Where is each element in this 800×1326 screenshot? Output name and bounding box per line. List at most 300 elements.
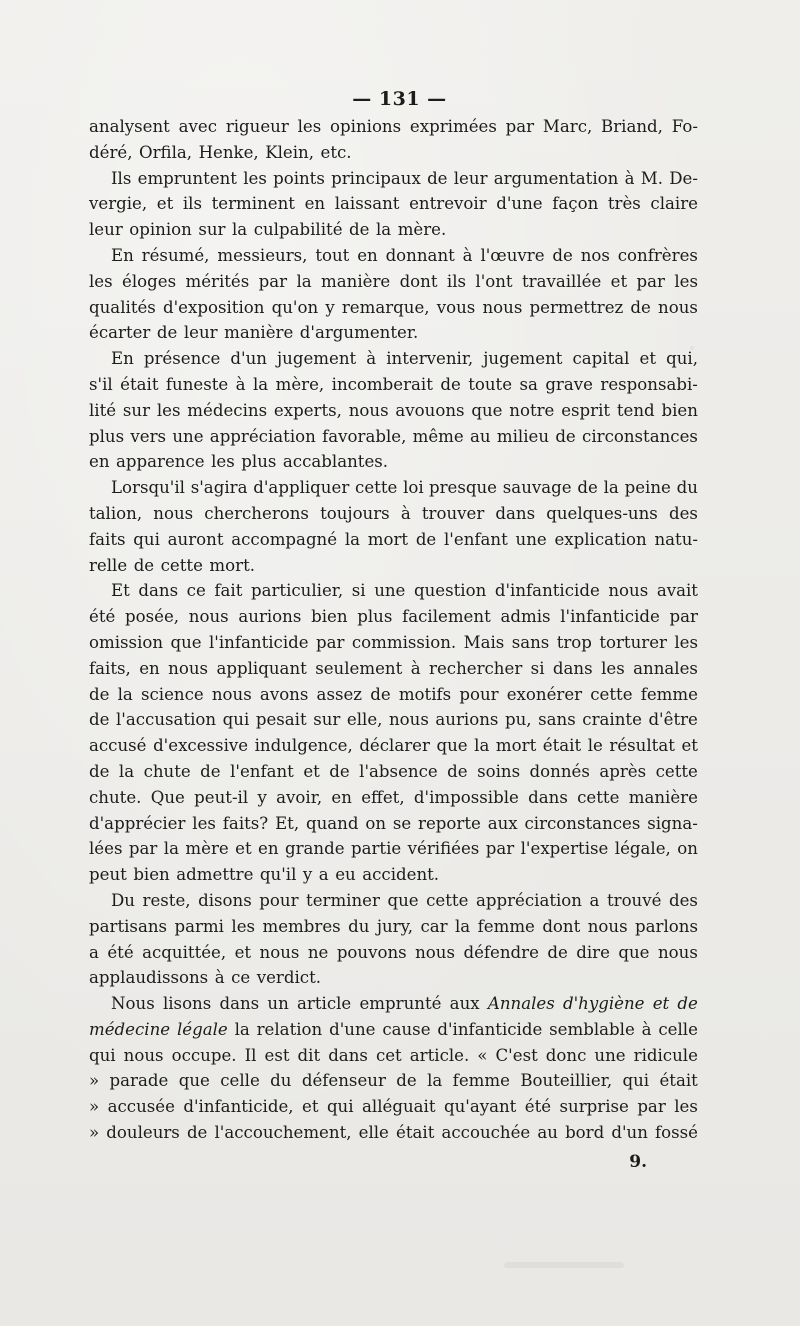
word: appliquant [216, 658, 307, 678]
word: de [552, 245, 573, 265]
word: peine [624, 478, 671, 498]
word: tout [315, 245, 350, 265]
word: tend [616, 400, 655, 420]
word: nous [168, 658, 209, 678]
word: bien [311, 607, 348, 627]
word: écarter [89, 323, 151, 343]
word: sauvage [502, 478, 572, 498]
word: à [366, 349, 377, 369]
text-line [89, 1120, 698, 1146]
word: nous [608, 581, 649, 601]
word: trop [556, 632, 592, 652]
word: verdict. [256, 968, 322, 988]
word: les [674, 1097, 698, 1117]
text-line [89, 914, 698, 940]
word: nous [657, 942, 698, 962]
word: éloges [122, 271, 177, 291]
word: par [485, 839, 515, 859]
word: défendre [463, 942, 539, 962]
word: la [474, 736, 490, 756]
word: à [410, 658, 421, 678]
word: et [639, 349, 657, 369]
word: lité [89, 400, 117, 420]
text-line [89, 346, 698, 372]
word: loi presque [403, 478, 497, 498]
word: de [427, 168, 448, 188]
word: du [676, 478, 698, 498]
word: les [211, 452, 235, 472]
word: la [118, 761, 135, 781]
word: une [172, 426, 204, 446]
word: De- [669, 168, 698, 188]
signature-mark: 9. [629, 1151, 647, 1172]
word: et [156, 194, 174, 214]
word: l'infanticide [560, 607, 660, 627]
text-line [89, 682, 698, 708]
word: par [258, 271, 288, 291]
word: était [396, 1123, 435, 1143]
word: nous [188, 607, 229, 627]
word: déclarer [359, 736, 430, 756]
paper-stain [504, 1262, 624, 1268]
word: dont [399, 271, 438, 291]
word: facilement [402, 607, 491, 627]
word: de [396, 1071, 417, 1091]
word: l'accouchement, [214, 1123, 352, 1143]
text-line [89, 166, 698, 192]
word: au [470, 426, 491, 446]
word: aux [449, 994, 480, 1014]
word: faits? [222, 813, 269, 833]
word: en [357, 245, 378, 265]
text-line [89, 604, 698, 630]
word: d'un [611, 1123, 648, 1143]
word: à [462, 245, 473, 265]
word: la [455, 916, 471, 936]
word: s'il [89, 374, 113, 394]
word: la [344, 529, 361, 549]
word: les [231, 916, 256, 936]
word: milieu [496, 426, 550, 446]
word: elle, [346, 710, 383, 730]
text-line [89, 475, 698, 501]
word: opinions [330, 117, 402, 136]
word: trouvé [606, 890, 662, 910]
word: appréciation [209, 426, 316, 446]
word: en [258, 839, 279, 859]
word: terminent [211, 194, 295, 214]
word: un [267, 994, 289, 1014]
word: leur [89, 220, 123, 240]
word: culpabilité [253, 220, 343, 240]
word: qui, [666, 349, 698, 369]
word: médecine [89, 1019, 171, 1039]
word: Lorsqu'il [111, 478, 185, 498]
word: les [192, 813, 216, 833]
word: mère, [275, 374, 325, 394]
text-line [89, 965, 698, 991]
word: dans [528, 787, 568, 807]
word: à [400, 503, 411, 523]
word: en [331, 787, 352, 807]
word: quand [305, 813, 359, 833]
word: Il [244, 1045, 257, 1065]
word: incomberait [331, 374, 433, 394]
word: question [413, 581, 487, 601]
word: femme [477, 916, 535, 936]
word: du [348, 916, 370, 936]
word: esprit [561, 400, 611, 420]
word: vérifiées [407, 839, 480, 859]
word: si [351, 581, 366, 601]
word: l'enfant [444, 529, 508, 549]
word: manière [321, 271, 391, 291]
word: l'ont [475, 271, 513, 291]
word: exonérer [506, 684, 583, 704]
word: a [318, 865, 329, 885]
word: alléguait [362, 1097, 436, 1117]
word: occupe. [171, 1045, 237, 1065]
word: avouons [395, 400, 465, 420]
word: présence [143, 349, 221, 369]
word: toujours [320, 503, 390, 523]
word: donnés [529, 761, 590, 781]
word: article. [409, 1045, 470, 1065]
word: une [374, 581, 406, 601]
text-line [89, 527, 698, 553]
word: ridicule [633, 1045, 698, 1065]
word: accablantes. [282, 452, 389, 472]
word: dit [297, 1045, 321, 1065]
word: de [547, 942, 568, 962]
word: de [156, 323, 178, 343]
word: et [652, 994, 670, 1014]
word: talion, [89, 503, 143, 523]
word: intervenir, [386, 349, 474, 369]
text-line [89, 398, 698, 424]
word: qu'ayant [443, 1097, 517, 1117]
word: claire [650, 194, 698, 214]
word: nous [587, 916, 628, 936]
text-line [89, 836, 698, 862]
word: sa [519, 374, 538, 394]
word: peut [89, 865, 127, 885]
word: à [235, 374, 246, 394]
word: de [440, 374, 461, 394]
word: de [133, 555, 155, 575]
word: qui [222, 710, 250, 730]
word: et [681, 736, 698, 756]
word: qu'il [259, 865, 297, 885]
word: travaillée [521, 271, 602, 291]
word: soins [477, 761, 521, 781]
word: vers [130, 426, 167, 446]
word: la [375, 220, 392, 240]
word: dire [576, 942, 610, 962]
word: et [235, 839, 252, 859]
word: ils [182, 194, 203, 214]
word: plus [241, 452, 277, 472]
word: la [231, 220, 248, 240]
word: vous [436, 297, 476, 317]
word: mort [495, 736, 537, 756]
word: de [447, 761, 468, 781]
word: la [117, 684, 133, 704]
word: les [674, 271, 698, 291]
word: membres [262, 916, 341, 936]
word: que [618, 942, 650, 962]
word: d'une [329, 1019, 376, 1039]
word: défenseur [301, 1071, 386, 1091]
word: nous [123, 1045, 164, 1065]
word: pouvons [336, 942, 407, 962]
word: principaux [331, 168, 421, 188]
word: d'infanticide [494, 581, 600, 601]
word: explication [554, 529, 647, 549]
word: seulement [315, 658, 403, 678]
word: des [668, 503, 698, 523]
word: les [243, 168, 267, 188]
word: manière [224, 323, 294, 343]
word: dans [328, 1045, 368, 1065]
word: apparence [116, 452, 205, 472]
word: de [555, 426, 576, 446]
word: rechercher [429, 658, 523, 678]
word: d'excessive [153, 736, 249, 756]
word: grande [284, 839, 345, 859]
word: lées [89, 839, 123, 859]
word: après [599, 761, 647, 781]
word: Du [111, 890, 135, 910]
word: indulgence, [254, 736, 353, 756]
word: aurions [435, 710, 499, 730]
word: avons [259, 684, 309, 704]
word: En [111, 245, 134, 265]
word: était [659, 1071, 698, 1091]
word: parlons [635, 916, 698, 936]
word: natu- [654, 529, 698, 549]
word: auront [167, 529, 224, 549]
word: leur [183, 323, 218, 343]
word: effet, [361, 787, 405, 807]
word: femme [452, 1071, 510, 1091]
word: celle [658, 1019, 698, 1039]
word: la [427, 1071, 443, 1091]
word: signa- [647, 813, 698, 833]
word: responsabi- [600, 374, 698, 394]
word: sans [538, 710, 576, 730]
word: une [594, 1045, 626, 1065]
word: points [273, 168, 325, 188]
word: qualités [89, 297, 156, 317]
word: qui [133, 529, 160, 549]
word: chercherons [204, 503, 309, 523]
word: argumentation [493, 168, 619, 188]
word: nous [482, 297, 523, 317]
text-line [89, 140, 698, 166]
word: exprimées [409, 117, 497, 136]
word: était [120, 374, 159, 394]
text-line [89, 888, 698, 914]
word: y [302, 865, 313, 885]
word: celle [220, 1071, 260, 1091]
word: applaudissons [89, 968, 209, 988]
word: nous [259, 942, 300, 962]
text-line [89, 295, 698, 321]
word: partisans [89, 916, 168, 936]
word: grave [545, 374, 593, 394]
word: y [257, 787, 267, 807]
word: nous [415, 942, 456, 962]
word: chute. [89, 787, 142, 807]
word: admis [500, 607, 551, 627]
word: en [89, 452, 110, 472]
word: » [89, 1071, 100, 1091]
word: quelques-uns [546, 503, 658, 523]
word: été [524, 1097, 552, 1117]
word: experts, [273, 400, 342, 420]
word: reste, [142, 890, 191, 910]
word: Briand, [601, 117, 663, 136]
word: cette [160, 555, 203, 575]
word: d'impossible [413, 787, 519, 807]
word: nos [580, 245, 610, 265]
word: qu'on [271, 297, 319, 317]
word: dans [552, 658, 593, 678]
word: les [601, 658, 625, 678]
word: trouver [421, 503, 485, 523]
word: Mais [463, 632, 505, 652]
word: Orfila, [138, 142, 193, 162]
text-line [89, 991, 698, 1017]
word: surprise [559, 1097, 629, 1117]
word: plus [357, 607, 393, 627]
word: d'infanticide, [183, 1097, 294, 1117]
word: crainte [582, 710, 642, 730]
word: par [669, 607, 698, 627]
word: dont [542, 916, 581, 936]
word: Nous [111, 994, 155, 1014]
word: on [677, 839, 698, 859]
word: de [577, 478, 598, 498]
word: d'argumenter. [299, 323, 419, 343]
text-line [89, 1017, 698, 1043]
text-line [89, 1043, 698, 1069]
text-line [89, 501, 698, 527]
word: avait [656, 581, 698, 601]
word: résumé, [141, 245, 210, 265]
word: bien [133, 865, 170, 885]
word: cette [655, 761, 698, 781]
word: parmi [174, 916, 224, 936]
word: d'une [496, 194, 543, 214]
word: donc [545, 1045, 587, 1065]
word: et [302, 1097, 319, 1117]
word: ne [307, 942, 329, 962]
text-line [89, 862, 698, 888]
word: de [89, 710, 110, 730]
word: acquittée, [142, 942, 227, 962]
word: nous [211, 684, 252, 704]
word: capital [572, 349, 630, 369]
word: été [107, 942, 134, 962]
page-text-block [89, 84, 698, 1176]
word: avoir, [276, 787, 323, 807]
word: partie [350, 839, 402, 859]
word: assez [316, 684, 363, 704]
word: notre [509, 400, 555, 420]
word: emprunté [359, 994, 442, 1014]
text-line [89, 191, 698, 217]
word: une [515, 529, 547, 549]
word: douleurs [106, 1123, 180, 1143]
word: au [537, 1123, 558, 1143]
word: circonstances [582, 426, 698, 446]
word: commission. [351, 632, 457, 652]
word: l'expertise [520, 839, 609, 859]
word: manière [628, 787, 698, 807]
word: etc. [320, 142, 352, 162]
text-line [89, 630, 698, 656]
word: l'œuvre [480, 245, 545, 265]
word: reporte [418, 813, 481, 833]
text-line [89, 424, 698, 450]
word: Ils [111, 168, 132, 188]
word: aux [487, 813, 518, 833]
word: Fo- [671, 117, 698, 136]
word: de [329, 761, 350, 781]
word: accouchée [441, 1123, 531, 1143]
word: chute [143, 761, 191, 781]
word: légale [176, 1019, 228, 1039]
word: cette [590, 684, 633, 704]
word: motifs [398, 684, 452, 704]
word: l'infanticide [208, 632, 309, 652]
word: jugement [277, 349, 357, 369]
text-line [89, 656, 698, 682]
word: favorable, [322, 426, 407, 446]
word: avec [178, 117, 218, 136]
word: relle [89, 555, 128, 575]
word: fossé [655, 1123, 698, 1143]
word: Que [150, 787, 185, 807]
word: on [365, 813, 387, 833]
word: Klein, [265, 142, 315, 162]
text-line [89, 940, 698, 966]
word: à [624, 168, 635, 188]
word: bien [661, 400, 698, 420]
word: d'être [648, 710, 698, 730]
word: et [234, 942, 252, 962]
body-paragraphs [89, 114, 698, 1146]
word: les [674, 632, 698, 652]
word: l'absence [359, 761, 438, 781]
word: mort. [209, 555, 256, 575]
text-line [89, 1094, 698, 1120]
word: » [89, 1097, 100, 1117]
word: Henke, [198, 142, 259, 162]
word: l'enfant [230, 761, 294, 781]
word: Annales [487, 994, 555, 1014]
word: funeste [165, 374, 229, 394]
word: de [677, 994, 698, 1014]
word: dans [219, 994, 260, 1014]
word: de [630, 297, 651, 317]
word: que [436, 736, 468, 756]
word: le [587, 736, 603, 756]
word: En [111, 349, 134, 369]
word: a [89, 942, 99, 962]
